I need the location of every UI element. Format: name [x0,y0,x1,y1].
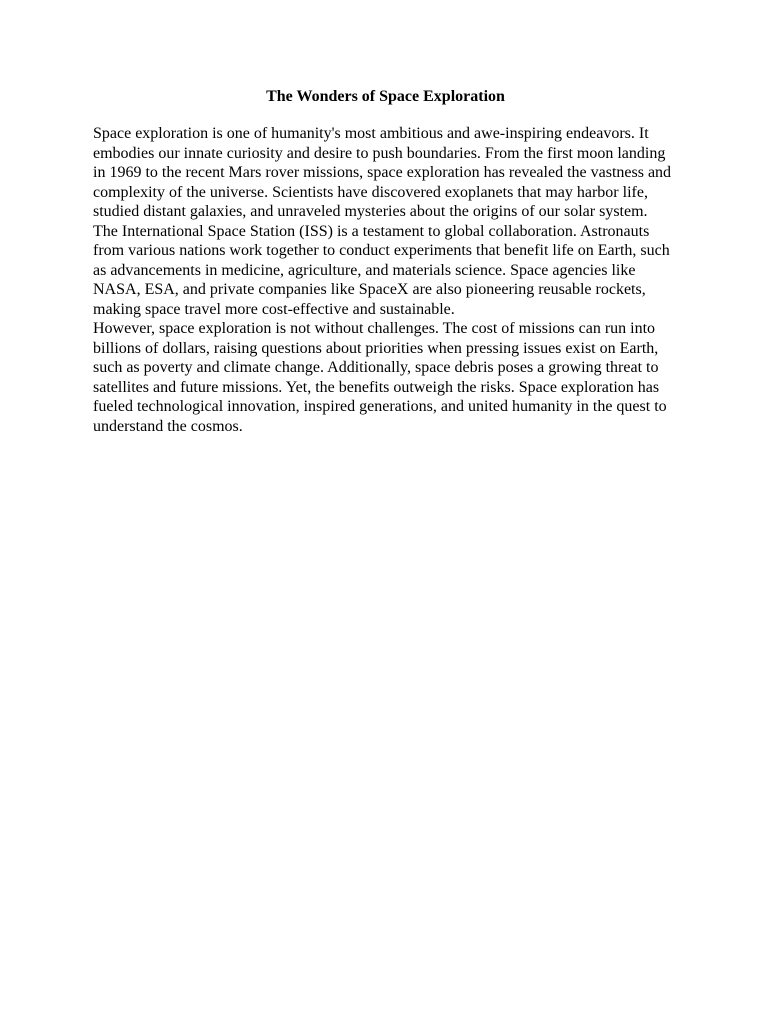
document-title: The Wonders of Space Exploration [266,88,505,105]
paragraph-3: However, space exploration is not without challenges. The cost of missions can run into billions of dollars, raising questions about priorities when pressing issues exist on Earth, such as poverty and climate change. Additionally, space debris poses a growing threat to satellites and future missions. Yet, the benefits outweigh the risks. Space exploration has fueled technological innovation, inspired generations, and united humanity in the quest to understand the cosmos. [93,320,667,435]
document-content [93,86,678,436]
document-body [93,124,678,436]
paragraph-1: Space exploration is one of humanity's most ambitious and awe-inspiring endeavors. It embodies our innate curiosity and desire to push boundaries. From the first moon landing in 1969 to the recent Mars rover missions, space exploration has revealed the vastness and complexity of the universe. Scientists have discovered exoplanets that may harbor life, studied distant galaxies, and unraveled mysteries about the origins of our solar system. [93,125,672,220]
paragraph-2: The International Space Station (ISS) is a testament to global collaboration. Astronauts from various nations work together to conduct experiments that benefit life on Earth, such as advancements in medicine, agriculture, and materials science. Space agencies like NASA, ESA, and private companies like SpaceX are also pioneering reusable rockets, making space travel more cost-effective and sustainable. [93,222,670,318]
